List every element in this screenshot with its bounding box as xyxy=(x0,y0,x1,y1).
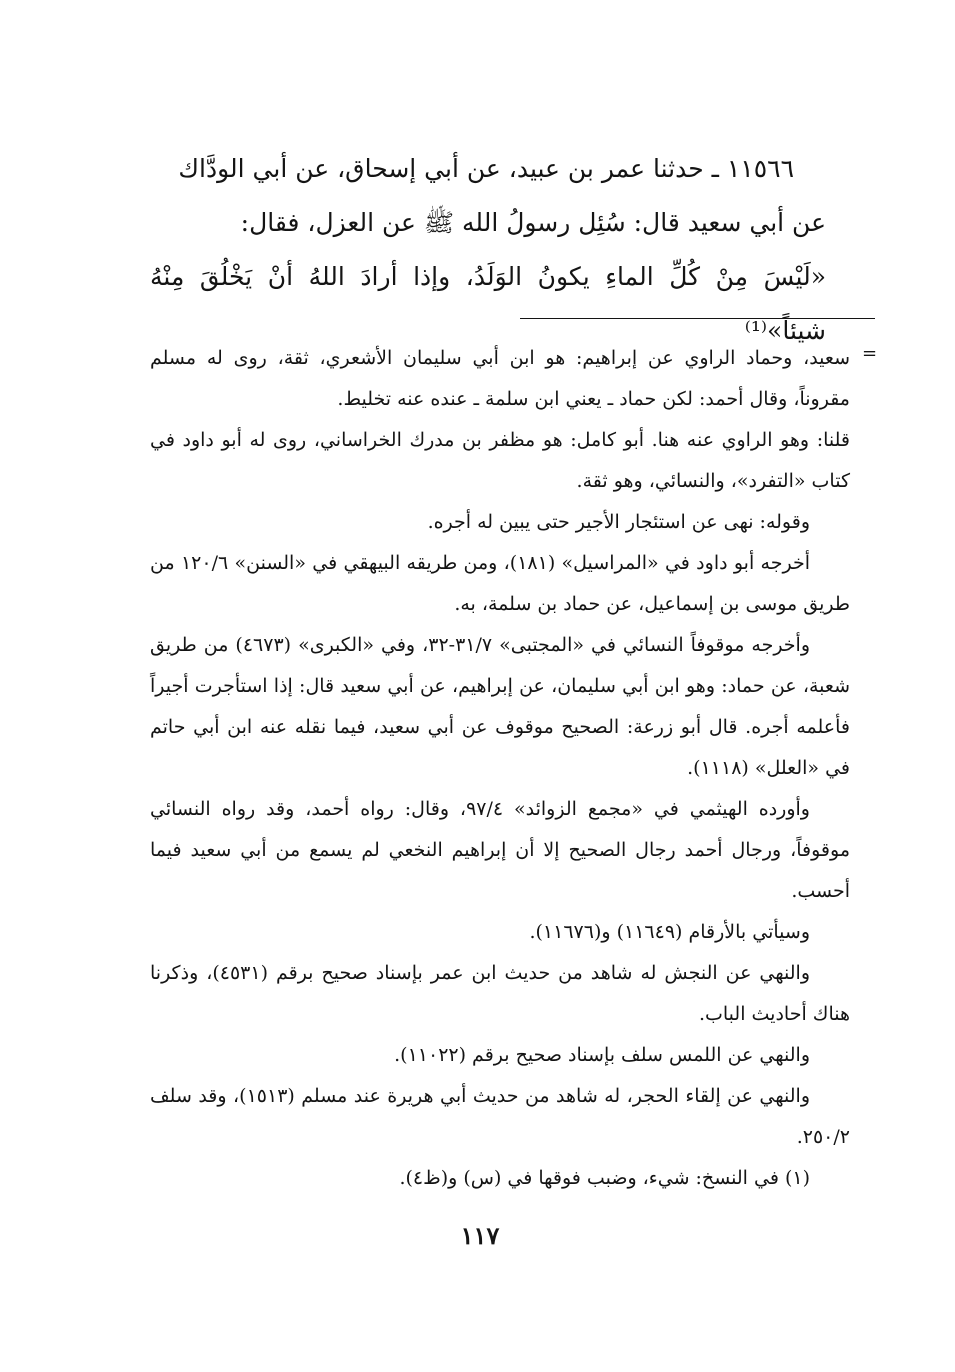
footnote-paragraph: والنهي عن النجش له شاهد من حديث ابن عمر بإسناد صحيح برقم (٤٥٣١)، وذكرنا هناك أحاديث الباب. xyxy=(150,962,850,1025)
footnote-paragraph: وسيأتي بالأرقام (١١٦٤٩) و(١١٦٧٦). xyxy=(529,921,810,943)
hadith-text xyxy=(150,142,826,358)
continuation-mark: = xyxy=(862,343,878,364)
footnotes xyxy=(150,338,850,1199)
footnote-paragraph: وأورده الهيثمي في «مجمع الزوائد» ٩٧/٤، وقال: رواه أحمد، وقد رواه النسائي موقوفاً، ورجال أحمد رجال الصحيح إلا أن إبراهيم النخعي لم يسمع من أبي سعيد فيما أحسب. xyxy=(150,798,850,902)
footnote-paragraph: والنهي عن اللمس سلف بإسناد صحيح برقم (١١٠٢٢). xyxy=(394,1044,810,1066)
footnote-paragraph: قلنا: وهو الراوي عنه هنا. أبو كامل: هو مظفر بن مدرك الخراساني، روى له أبو داود في كتاب «التفرد»، والنسائي، وهو ثقة. xyxy=(150,429,850,492)
footnote-paragraph: أخرجه أبو داود في «المراسيل» (١٨١)، ومن طريقه البيهقي في «السنن» ١٢٠/٦ من طريق موسى بن إسماعيل، عن حماد بن سلمة، به. xyxy=(150,552,850,615)
footnote-paragraph: والنهي عن إلقاء الحجر، له شاهد من حديث أبي هريرة عند مسلم (١٥١٣)، وقد سلف ٢٥٠/٢. xyxy=(150,1085,850,1148)
hadith-line: ١١٥٦٦ ـ حدثنا عمر بن عبيد، عن أبي إسحاق، عن أبي الودَّاك xyxy=(178,154,794,183)
page-number: ١١٧ xyxy=(460,1221,500,1250)
footnote-paragraph: وقوله: نهى عن استئجار الأجير حتى يبين له أجره. xyxy=(427,511,810,533)
footnote-paragraph: وأخرجه موقوفاً النسائي في «المجتبى» ٣١/٧-٣٢، وفي «الكبرى» (٤٦٧٣) من طريق شعبة، عن حماد: وهو ابن أبي سليمان، عن إبراهيم، عن أبي سعيد قال: إذا استأجرت أجيراً فأعلمه أجره. قال أبو زرعة: الصحيح موقوف عن أبي سعيد، فيما نقله عنه ابن أبي حاتم في «العلل» (١١١٨). xyxy=(150,634,850,779)
footnote-reference: (١) في النسخ: شيء، وضبب فوقها في (س) و(ظ٤). xyxy=(399,1167,810,1189)
hadith-line: «لَيْسَ مِنْ كُلِّ الماءِ يكونُ الوَلَدُ، وإذا أرادَ اللهُ أنْ يَخْلُقَ مِنْهُ شيئاً»⁽¹⁾ xyxy=(150,262,826,345)
hadith-line: عن أبي سعيد قال: سُئِل رسولُ الله ﷺ عن العزل، فقال: xyxy=(240,208,826,237)
footnote-paragraph: سعيد، وحماد الراوي عن إبراهيم: هو ابن أبي سليمان الأشعري، ثقة، روى له مسلم مقروناً، وقال أحمد: لكن حماد ـ يعني ابن سلمة ـ عنده عنه تخليط. xyxy=(150,347,850,410)
footnote-divider xyxy=(520,318,875,319)
